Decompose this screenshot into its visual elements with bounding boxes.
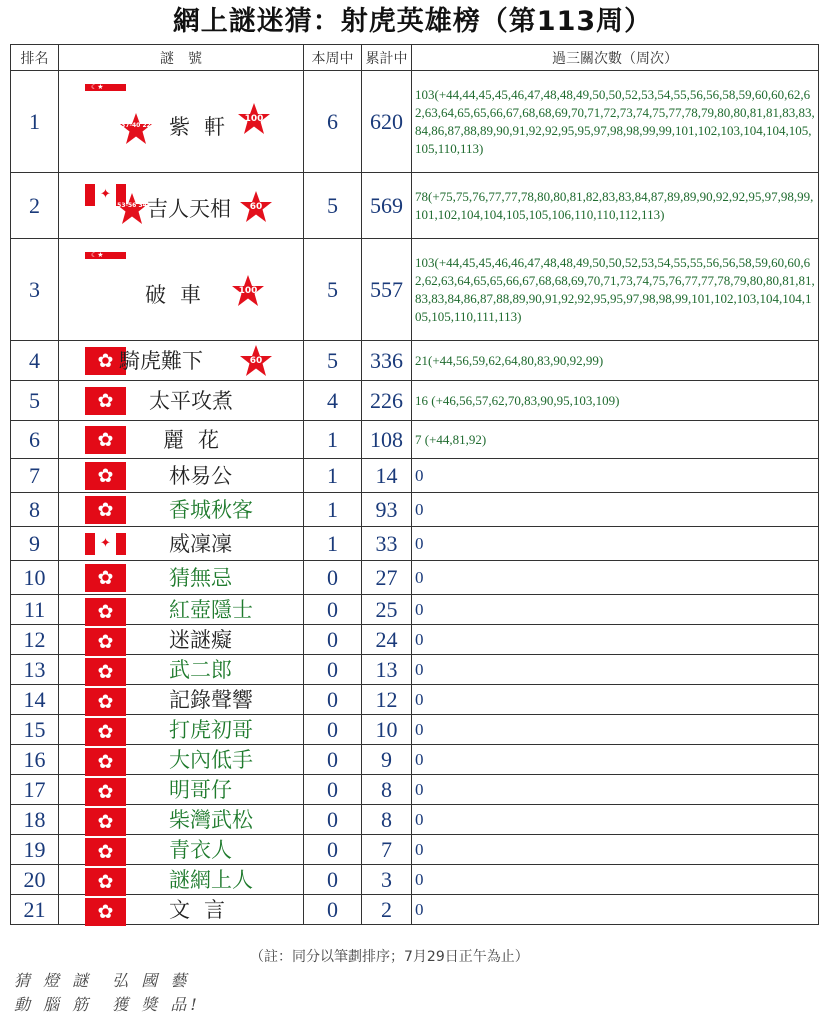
rank-cell: 11 (11, 595, 59, 625)
header-week: 本周中 (304, 45, 362, 71)
player-name: 文言 (169, 897, 239, 922)
table-row (11, 341, 819, 381)
table-row (11, 685, 819, 715)
star-badge-icon (237, 102, 271, 136)
table-row (11, 745, 819, 775)
total-hits-cell: 3 (362, 865, 412, 895)
page-title: 網上謎迷猜：射虎英雄榜（第113周） (172, 6, 653, 37)
star-badge-icon (239, 344, 273, 378)
canada-flag-icon: ✦ (85, 184, 126, 206)
star-badge-label: 53-56 34 (117, 201, 147, 209)
rank-cell: 19 (11, 835, 59, 865)
table-row (11, 595, 819, 625)
name-cell (59, 173, 304, 239)
name-cell (59, 835, 304, 865)
player-name: 香城秋客 (169, 497, 253, 522)
player-name: 破車 (145, 282, 215, 307)
player-name: 威凜凜 (169, 531, 232, 556)
rank-cell: 9 (11, 527, 59, 561)
name-cell (59, 561, 304, 595)
name-cell (59, 805, 304, 835)
name-cell (59, 421, 304, 459)
hong-kong-flag-icon: ✿ (85, 387, 126, 415)
hong-kong-flag-icon: ✿ (85, 564, 126, 592)
rank-cell: 2 (11, 173, 59, 239)
player-name: 柴灣武松 (169, 807, 253, 832)
hong-kong-flag-icon: ✿ (85, 658, 126, 686)
total-hits-cell: 33 (362, 527, 412, 561)
total-hits-cell: 569 (362, 173, 412, 239)
total-hits-cell: 10 (362, 715, 412, 745)
week-hits-cell: 6 (304, 71, 362, 173)
week-hits-cell: 5 (304, 239, 362, 341)
rank-cell: 4 (11, 341, 59, 381)
name-cell (59, 655, 304, 685)
history-cell: 0 (412, 527, 819, 561)
name-cell (59, 865, 304, 895)
history-cell: 0 (412, 745, 819, 775)
star-badge-icon (239, 190, 273, 224)
name-cell (59, 595, 304, 625)
player-name: 記錄聲響 (169, 687, 253, 712)
total-hits-cell: 12 (362, 685, 412, 715)
name-cell (59, 527, 304, 561)
week-hits-cell: 1 (304, 527, 362, 561)
name-cell (59, 459, 304, 493)
player-name: 大內低手 (169, 747, 253, 772)
canada-flag-icon: ✦ (85, 533, 126, 555)
table-row (11, 493, 819, 527)
hong-kong-flag-icon: ✿ (85, 718, 126, 746)
player-name: 謎網上人 (169, 867, 253, 892)
history-cell: 103(+44,45,45,46,46,47,48,48,49,50,50,52,53,54,55,55,56,56,58,59,60,60,62,62,63,64,65,65,66,67,68,68,69,70,71,73,74,75,76,77,77,78,79,80,80,81,81,83,83,84,86,87,88,89,90,91,92,92,95,95,97,98,98,99,101,102,103,104,104,105,105,110,111,113) (412, 239, 819, 341)
rank-cell: 7 (11, 459, 59, 493)
hong-kong-flag-icon: ✿ (85, 347, 126, 375)
ranking-table (10, 44, 819, 925)
total-hits-cell: 13 (362, 655, 412, 685)
name-cell (59, 239, 304, 341)
player-name: 吉人天相 (147, 196, 231, 221)
week-hits-cell: 0 (304, 835, 362, 865)
hong-kong-flag-icon: ✿ (85, 598, 126, 626)
header-total: 累計中 (362, 45, 412, 71)
rank-cell: 13 (11, 655, 59, 685)
week-hits-cell: 0 (304, 895, 362, 925)
total-hits-cell: 93 (362, 493, 412, 527)
player-name: 明哥仔 (169, 777, 232, 802)
player-name: 打虎初哥 (169, 717, 253, 742)
week-hits-cell: 0 (304, 775, 362, 805)
singapore-flag-icon: ☾★ (85, 84, 126, 97)
total-hits-cell: 2 (362, 895, 412, 925)
slogan-line-1: 猜 燈 謎 弘 國 藝 (14, 971, 191, 990)
name-cell (59, 715, 304, 745)
week-hits-cell: 5 (304, 341, 362, 381)
header-rank: 排名 (11, 45, 59, 71)
total-hits-cell: 620 (362, 71, 412, 173)
history-cell: 0 (412, 835, 819, 865)
history-cell: 0 (412, 655, 819, 685)
player-name: 騎虎難下 (119, 348, 203, 373)
table-row (11, 895, 819, 925)
history-cell: 16 (+46,56,57,62,70,83,90,95,103,109) (412, 381, 819, 421)
history-cell: 0 (412, 685, 819, 715)
hong-kong-flag-icon: ✿ (85, 778, 126, 806)
total-hits-cell: 25 (362, 595, 412, 625)
table-row (11, 561, 819, 595)
player-name: 麗花 (163, 427, 233, 452)
history-cell: 21(+44,56,59,62,64,80,83,90,92,99) (412, 341, 819, 381)
rank-cell: 6 (11, 421, 59, 459)
history-cell: 0 (412, 895, 819, 925)
hong-kong-flag-icon: ✿ (85, 426, 126, 454)
week-hits-cell: 0 (304, 805, 362, 835)
name-cell (59, 625, 304, 655)
week-hits-cell: 5 (304, 173, 362, 239)
total-hits-cell: 7 (362, 835, 412, 865)
history-cell: 0 (412, 805, 819, 835)
player-name: 猜無忌 (169, 565, 232, 590)
table-row (11, 655, 819, 685)
total-hits-cell: 557 (362, 239, 412, 341)
table-row (11, 775, 819, 805)
hong-kong-flag-icon: ✿ (85, 462, 126, 490)
total-hits-cell: 108 (362, 421, 412, 459)
rank-cell: 12 (11, 625, 59, 655)
table-row (11, 625, 819, 655)
player-name: 太平攻煮 (149, 388, 233, 413)
name-cell (59, 895, 304, 925)
header-row (11, 45, 819, 71)
week-hits-cell: 0 (304, 625, 362, 655)
total-hits-cell: 8 (362, 775, 412, 805)
name-cell (59, 775, 304, 805)
rank-cell: 8 (11, 493, 59, 527)
hong-kong-flag-icon: ✿ (85, 748, 126, 776)
hong-kong-flag-icon: ✿ (85, 838, 126, 866)
player-name: 紫軒 (169, 114, 239, 139)
name-cell (59, 381, 304, 421)
week-hits-cell: 4 (304, 381, 362, 421)
history-cell: 0 (412, 715, 819, 745)
footnote: （註：同分以筆劃排序；7月29日正午為止） (250, 949, 529, 965)
hong-kong-flag-icon: ✿ (85, 496, 126, 524)
total-hits-cell: 8 (362, 805, 412, 835)
star-badge-icon (115, 192, 149, 226)
hong-kong-flag-icon: ✿ (85, 688, 126, 716)
total-hits-cell: 9 (362, 745, 412, 775)
hong-kong-flag-icon: ✿ (85, 808, 126, 836)
header-history: 過三關次數（周次） (412, 45, 819, 71)
header-name: 謎 號 (59, 45, 304, 71)
rank-cell: 21 (11, 895, 59, 925)
name-cell (59, 685, 304, 715)
table-row (11, 715, 819, 745)
rank-cell: 3 (11, 239, 59, 341)
week-hits-cell: 0 (304, 561, 362, 595)
table-row (11, 459, 819, 493)
rank-cell: 16 (11, 745, 59, 775)
table-row (11, 71, 819, 173)
player-name: 青衣人 (169, 837, 232, 862)
table-row (11, 381, 819, 421)
star-badge-icon (119, 112, 153, 146)
table-row (11, 835, 819, 865)
table-row (11, 421, 819, 459)
star-badge-label: 100 (238, 285, 258, 296)
table-row (11, 527, 819, 561)
name-cell (59, 745, 304, 775)
table-row (11, 173, 819, 239)
history-cell: 0 (412, 595, 819, 625)
total-hits-cell: 226 (362, 381, 412, 421)
rank-cell: 1 (11, 71, 59, 173)
rank-cell: 5 (11, 381, 59, 421)
week-hits-cell: 1 (304, 459, 362, 493)
total-hits-cell: 27 (362, 561, 412, 595)
total-hits-cell: 336 (362, 341, 412, 381)
history-cell: 7 (+44,81,92) (412, 421, 819, 459)
name-cell (59, 493, 304, 527)
rank-cell: 14 (11, 685, 59, 715)
table-row (11, 239, 819, 341)
table-row (11, 805, 819, 835)
star-badge-label: 100 (244, 113, 264, 124)
history-cell: 0 (412, 775, 819, 805)
rank-cell: 15 (11, 715, 59, 745)
rank-cell: 20 (11, 865, 59, 895)
week-hits-cell: 0 (304, 715, 362, 745)
name-cell (59, 341, 304, 381)
singapore-flag-icon: ☾★ (85, 252, 126, 265)
total-hits-cell: 24 (362, 625, 412, 655)
hong-kong-flag-icon: ✿ (85, 898, 126, 926)
hong-kong-flag-icon: ✿ (85, 628, 126, 656)
history-cell: 0 (412, 493, 819, 527)
name-cell (59, 71, 304, 173)
player-name: 林易公 (169, 463, 232, 488)
week-hits-cell: 1 (304, 493, 362, 527)
star-badge-label: 60 (249, 201, 263, 212)
table-row (11, 865, 819, 895)
history-cell: 0 (412, 625, 819, 655)
rank-cell: 10 (11, 561, 59, 595)
week-hits-cell: 0 (304, 685, 362, 715)
hong-kong-flag-icon: ✿ (85, 868, 126, 896)
week-hits-cell: 0 (304, 655, 362, 685)
star-badge-label: 60 (249, 355, 263, 366)
player-name: 迷謎癡 (169, 627, 232, 652)
history-cell: 0 (412, 459, 819, 493)
history-cell: 0 (412, 561, 819, 595)
player-name: 紅壺隱士 (169, 597, 253, 622)
week-hits-cell: 0 (304, 745, 362, 775)
history-cell: 0 (412, 865, 819, 895)
history-cell: 78(+75,75,76,77,77,78,80,80,81,82,83,83,84,87,89,89,90,92,92,95,97,98,99,101,102,104,104,105,105,106,110,110,112,113) (412, 173, 819, 239)
week-hits-cell: 1 (304, 421, 362, 459)
week-hits-cell: 0 (304, 595, 362, 625)
slogan-line-2: 動 腦 筋 獲 獎 品! (14, 995, 201, 1014)
player-name: 武二郎 (169, 657, 232, 682)
history-cell: 103(+44,44,45,45,46,47,48,48,49,50,50,52,53,54,55,56,56,58,59,60,60,62,62,63,64,65,65,66,67,68,68,69,70,71,72,73,74,75,77,78,79,80,80,81,81,83,83,84,86,87,88,89,90,91,92,92,95,95,97,98,98,99,99,101,102,103,104,104,105,105,110,113) (412, 71, 819, 173)
week-hits-cell: 0 (304, 865, 362, 895)
star-badge-icon (231, 274, 265, 308)
rank-cell: 18 (11, 805, 59, 835)
star-badge-label: 37-40 22 (121, 121, 151, 129)
rank-cell: 17 (11, 775, 59, 805)
total-hits-cell: 14 (362, 459, 412, 493)
